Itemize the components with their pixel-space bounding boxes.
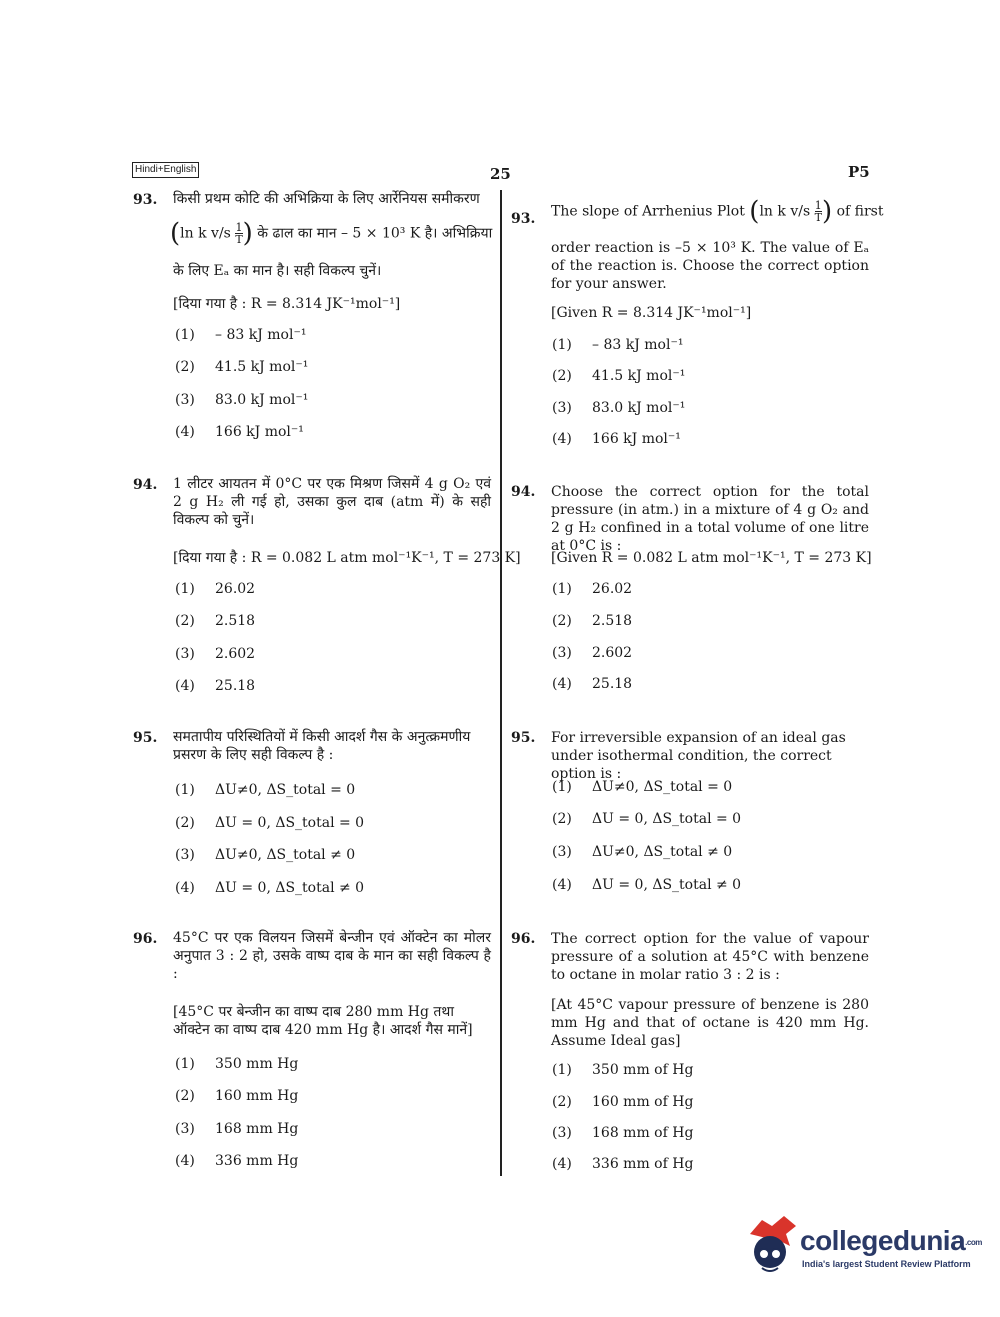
q95-en-text: For irreversible expansion of an ideal gas under isothermal condition, the correct option is : [551,730,846,782]
q93-hi-option-2: (2) 41.5 kJ mol⁻¹ [175,359,309,375]
q96-hi-option-1: (1) 350 mm Hg [175,1056,299,1072]
q93-hi-given: [दिया गया है : R = 8.314 JK⁻¹mol⁻¹] [173,296,401,312]
q94-hi-text: 1 लीटर आयतन में 0°C पर एक मिश्रण जिसमें 4 g O₂ एवं 2 g H₂ ली गई हो, उसका कुल दाब (atm में) के सही विकल्प को चुनें। [173,476,491,528]
q96-hi-given: [45°C पर बेन्जीन का वाष्प दाब 280 mm Hg तथा ऑक्टेन का वाष्प दाब 420 mm Hg है। आदर्श गैस मानें] [173,1004,473,1038]
q93-hi-line1: किसी प्रथम कोटि की अभिक्रिया के लिए आर्रेनियस समीकरण [173,191,480,207]
q93-hi-option-4: (4) 166 kJ mol⁻¹ [175,424,304,440]
q94-en-given: [Given R = 0.082 L atm mol⁻¹K⁻¹, T = 273 K] [551,550,872,566]
q94-en-option-2: (2) 2.518 [552,613,633,629]
q96-en-option-4: (4) 336 mm of Hg [552,1156,694,1172]
q94-hi-option-3: (3) 2.602 [175,646,256,662]
q95-hi-option-1: (1) ΔU≠0, ΔS_total = 0 [175,782,356,798]
q93-hi-option-1: (1) – 83 kJ mol⁻¹ [175,327,307,343]
q96-en-option-3: (3) 168 mm of Hg [552,1125,694,1141]
q96-en-text: The correct option for the value of vapour pressure of a solution at 45°C with benzene to octane in molar ratio 3 : 2 is : [551,931,869,983]
language-tag: Hindi+English [132,162,199,178]
q96-hi-option-3: (3) 168 mm Hg [175,1121,299,1137]
q93-hi-line2: (ln k v/s $\frac{1}{T}$ ) के ढाल का मान – 5 × 10³ K है। अभिक्रिया [170,218,493,249]
collegedunia-mascot-icon [742,1212,800,1276]
q96-en-option-2: (2) 160 mm of Hg [552,1094,694,1110]
q94-hi-option-1: (1) 26.02 [175,581,256,597]
q93-en-option-4: (4) 166 kJ mol⁻¹ [552,431,681,447]
collegedunia-logo: collegedunia.com [800,1225,982,1256]
q95-en-option-3: (3) ΔU≠0, ΔS_total ≠ 0 [552,844,733,860]
q96-en-option-1: (1) 350 mm of Hg [552,1062,694,1078]
q94-en-option-4: (4) 25.18 [552,676,633,692]
q94-en-text: Choose the correct option for the total pressure (in atm.) in a mixture of 4 g O₂ and 2 g H₂ confined in a total volume of one litre at 0°C is : [551,484,869,554]
q94-en-option-3: (3) 2.602 [552,645,633,661]
q93-en-option-1: (1) – 83 kJ mol⁻¹ [552,337,684,353]
q94-hi-option-2: (2) 2.518 [175,613,256,629]
q93-en-line1: The slope of Arrhenius Plot (ln k v/s $\frac{1}{T}$ ) of first [551,196,884,227]
q95-hi-option-2: (2) ΔU = 0, ΔS_total = 0 [175,815,365,831]
q96-hi-option-4: (4) 336 mm Hg [175,1153,299,1169]
q95-hi-text: समतापीय परिस्थितियों में किसी आदर्श गैस के अनुत्क्रमणीय प्रसरण के लिए सही विकल्प है : [173,729,471,763]
paper-code: P5 [848,163,870,181]
q93-en-option-3: (3) 83.0 kJ mol⁻¹ [552,400,686,416]
q95-hi-option-4: (4) ΔU = 0, ΔS_total ≠ 0 [175,880,365,896]
q93-en-body: order reaction is –5 × 10³ K. The value of Eₐ of the reaction is. Choose the correct option for your answer. [551,240,869,292]
q94-hi-option-4: (4) 25.18 [175,678,256,694]
column-divider [500,190,502,1176]
q95-hi-option-3: (3) ΔU≠0, ΔS_total ≠ 0 [175,847,356,863]
q96-hi-text: 45°C पर एक विलयन जिसमें बेन्जीन एवं ऑक्टेन का मोलर अनुपात 3 : 2 हो, उसके वाष्प दाब के मान का सही विकल्प है : [173,930,491,982]
q96-hi-option-2: (2) 160 mm Hg [175,1088,299,1104]
q93-hi-line3: के लिए Eₐ का मान है। सही विकल्प चुनें। [173,263,382,279]
q95-en-option-2: (2) ΔU = 0, ΔS_total = 0 [552,811,742,827]
q93-hi-option-3: (3) 83.0 kJ mol⁻¹ [175,392,309,408]
q93-en-option-2: (2) 41.5 kJ mol⁻¹ [552,368,686,384]
q95-en-option-1: (1) ΔU≠0, ΔS_total = 0 [552,779,733,795]
q94-hi-given: [दिया गया है : R = 0.082 L atm mol⁻¹K⁻¹, T = 273 K] [173,550,521,566]
q95-en-option-4: (4) ΔU = 0, ΔS_total ≠ 0 [552,877,742,893]
q96-en-given: [At 45°C vapour pressure of benzene is 280 mm Hg and that of octane is 420 mm Hg. Assume Ideal gas] [551,997,869,1049]
q94-en-option-1: (1) 26.02 [552,581,633,597]
page-number: 25 [490,165,511,183]
q93-en-given: [Given R = 8.314 JK⁻¹mol⁻¹] [551,305,752,321]
logo-tagline: India's largest Student Review Platform [802,1259,971,1269]
